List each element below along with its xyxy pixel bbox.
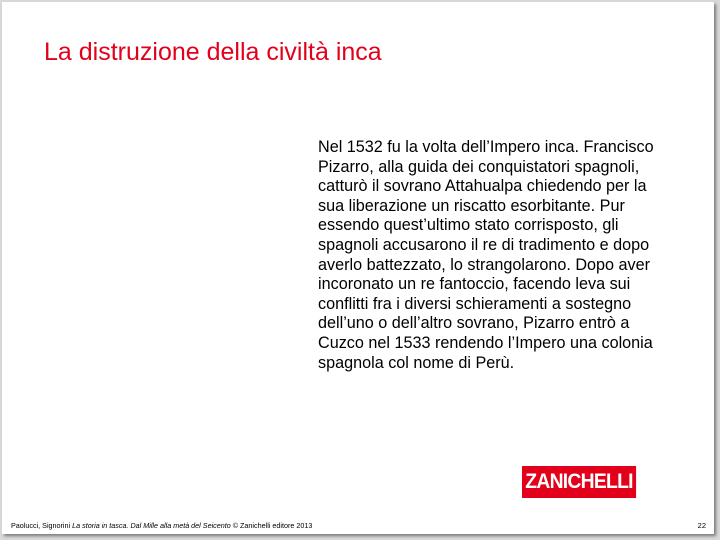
slide-body-text: Nel 1532 fu la volta dell’Impero inca. Francisco Pizarro, alla guida dei conquistatori spagnoli, catturò il sovrano Attahualpa chiedendo per la sua liberazione un riscatto esorbitante. Pur essendo quest’ultimo stato corrisposto, gli spagnoli accusarono il re di tradimento e dopo averlo battezzato, lo strangolarono. Dopo aver incoronato un re fantoccio, facendo leva sui conflitti fra i diversi schieramenti a sostegno dell’uno o dell’altro sovrano, Pizarro entrò a Cuzco nel 1533 rendendo l’Impero una colonia spagnola col nome di Perù.	[318, 138, 654, 372]
page-number: 22	[697, 521, 706, 530]
footer-copyright: © Zanichelli editore 2013	[232, 521, 313, 530]
footer-authors: Paolucci, Signorini	[11, 521, 71, 530]
zanichelli-logo: ZANICHELLI	[522, 466, 636, 498]
slide-title: La distruzione della civiltà inca	[44, 38, 382, 66]
slide	[2, 2, 714, 534]
footer-book-title: La storia in tasca. Dal Mille alla metà del Seicento	[72, 521, 231, 530]
footer-credit	[11, 521, 312, 530]
